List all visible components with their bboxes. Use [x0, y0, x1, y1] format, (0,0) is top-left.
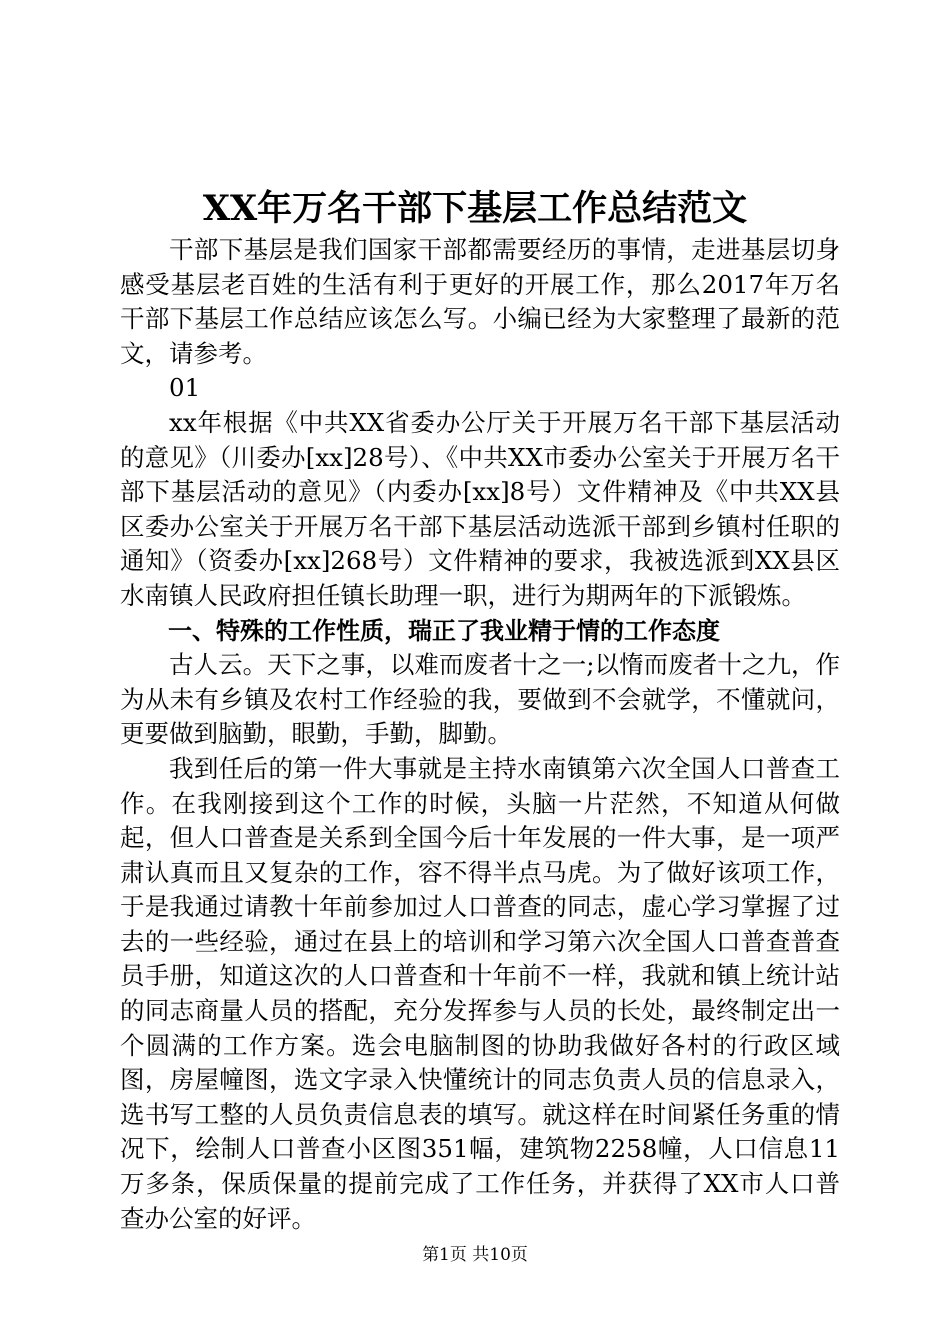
intro-paragraph: 干部下基层是我们国家干部都需要经历的事情，走进基层切身感受基层老百姓的生活有利于更好的开展工作，那么2017年万名干部下基层工作总结应该怎么写。小编已经为大家整理了最新的范文，请参考。	[120, 235, 840, 368]
section-number: 01	[169, 373, 201, 403]
document-title: XX年万名干部下基层工作总结范文	[202, 188, 748, 229]
document-body	[120, 233, 840, 1236]
background-paragraph: xx年根据《中共XX省委办公厅关于开展万名干部下基层活动的意见》（川委办[xx]28号）、《中共XX市委办公室关于开展万名干部下基层活动的意见》（内委办[xx]8号）文件精神及《中共XX县区委办公室关于开展万名干部下基层活动选派干部到乡镇村任职的通知》（资委办[xx]268号）文件精神的要求，我被选派到XX县区水南镇人民政府担任镇长助理一职，进行为期两年的下派锻炼。	[120, 407, 840, 610]
census-paragraph: 我到任后的第一件大事就是主持水南镇第六次全国人口普查工作。在我刚接到这个工作的时候，头脑一片茫然，不知道从何做起，但人口普查是关系到全国今后十年发展的一件大事，是一项严肃认真而且又复杂的工作，容不得半点马虎。为了做好该项工作，于是我通过请教十年前参加过人口普查的同志，虚心学习掌握了过去的一些经验，通过在县上的培训和学习第六次全国人口普查普查员手册，知道这次的人口普查和十年前不一样，我就和镇上统计站的同志商量人员的搭配，充分发挥参与人员的长处，最终制定出一个圆满的工作方案。选会电脑制图的协助我做好各村的行政区域图，房屋幢图，选文字录入快懂统计的同志负责人员的信息录入，选书写工整的人员负责信息表的填写。就这样在时间紧任务重的情况下，绘制人口普查小区图351幅，建筑物2258幢，人口信息11万多条，保质保量的提前完成了工作任务，并获得了XX市人口普查办公室的好评。	[120, 753, 840, 1233]
section-heading: 一、特殊的工作性质，瑞正了我业精于情的工作态度	[168, 616, 720, 645]
quote-paragraph: 古人云。天下之事，以难而废者十之一;以惰而废者十之九，作为从未有乡镇及农村工作经验的我，要做到不会就学，不懂就问，更要做到脑勤，眼勤，手勤，脚勤。	[120, 650, 840, 749]
page-number-footer: 第1页 共10页	[422, 1245, 528, 1265]
